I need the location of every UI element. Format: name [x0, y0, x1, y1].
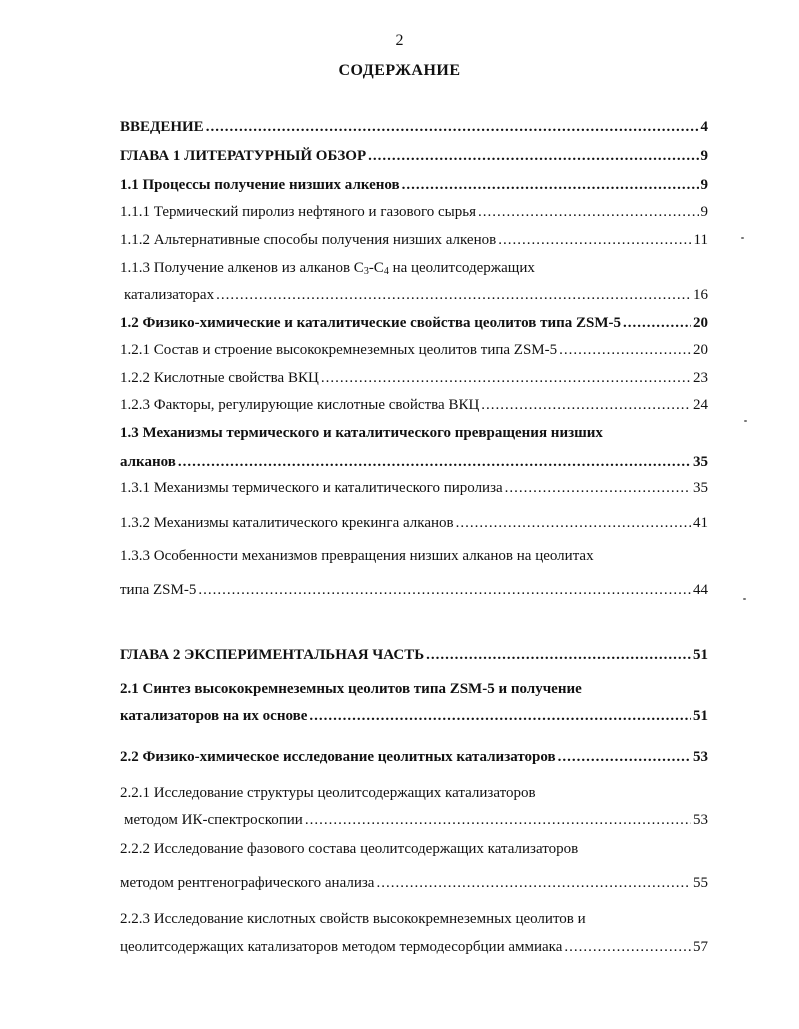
toc-entry-text: 1.1 Процессы получение низших алкенов [120, 177, 400, 193]
toc-entry-2-2-3-first-line[interactable]: 2.2.3 Исследование кислотных свойств высококремнеземных цеолитов и [120, 911, 586, 927]
leader-dots [321, 368, 691, 388]
toc-entry-1-2-2[interactable] [120, 368, 708, 388]
toc-entry-text: типа ZSM-5 [120, 582, 197, 598]
toc-entry-1-2-1[interactable] [120, 340, 708, 360]
toc-entry-page: 23 [693, 370, 708, 386]
toc-entry-1-3-first-line[interactable]: 1.3 Механизмы термического и каталитического превращения низших [120, 425, 603, 441]
toc-entry-1-1[interactable] [120, 175, 708, 195]
leader-dots [309, 706, 691, 726]
scan-speck [741, 237, 744, 239]
toc-entry-1-1-1[interactable] [120, 202, 708, 222]
toc-entry-page: 41 [693, 515, 708, 531]
leader-dots [505, 478, 691, 498]
toc-entry-text: -C [368, 260, 384, 276]
toc-entry-page: 53 [693, 812, 708, 828]
toc-entry-chapter-2[interactable] [120, 645, 708, 665]
leader-dots [564, 937, 691, 957]
toc-entry-text: ГЛАВА 2 ЭКСПЕРИМЕНТАЛЬНАЯ ЧАСТЬ [120, 647, 425, 663]
toc-entry-page: 35 [693, 454, 708, 470]
toc-entry-text: 2.2 Физико-химическое исследование цеолитных катализаторов [120, 749, 556, 765]
toc-entry-1-1-2[interactable] [120, 230, 708, 250]
toc-entry-page: 51 [693, 647, 708, 663]
toc-entry-1-1-3[interactable] [124, 285, 708, 305]
toc-entry-page: 53 [693, 749, 708, 765]
leader-dots [559, 340, 691, 360]
toc-entry-text: ВВЕДЕНИЕ [120, 119, 204, 135]
toc-entry-page: 4 [700, 119, 708, 135]
subscript: 4 [383, 266, 389, 277]
toc-entry-text: 1.3.1 Механизмы термического и каталитического пиролиза [120, 480, 503, 496]
toc-entry-text: ГЛАВА 1 ЛИТЕРАТУРНЫЙ ОБЗОР [120, 148, 367, 164]
toc-entry-1-3-2[interactable] [120, 513, 708, 533]
leader-dots [368, 146, 698, 166]
toc-entry-page: 16 [693, 287, 708, 303]
toc-entry-text: 1.1.3 Получение алкенов из алканов C [120, 260, 364, 276]
toc-entry-page: 11 [693, 232, 708, 248]
page-number: 2 [395, 32, 404, 49]
toc-entry-1-1-3-first-line[interactable] [120, 258, 535, 282]
toc-entry-chapter-1[interactable] [120, 146, 708, 166]
toc-entry-1-3-3-first-line[interactable]: 1.3.3 Особенности механизмов превращения низших алканов на цеолитах [120, 548, 594, 564]
toc-entry-2-2-2[interactable] [120, 873, 708, 893]
toc-entry-page: 9 [700, 204, 708, 220]
toc-entry-page: 9 [700, 177, 708, 193]
toc-entry-page: 35 [693, 480, 708, 496]
scan-speck [743, 598, 746, 600]
toc-entry-text: 1.2.3 Факторы, регулирующие кислотные свойства ВКЦ [120, 397, 480, 413]
toc-entry-1-3[interactable] [120, 452, 708, 472]
toc-entry-text: 1.2.2 Кислотные свойства ВКЦ [120, 370, 319, 386]
toc-entry-text: алканов [120, 454, 176, 470]
toc-entry-text: катализаторов на их основе [120, 708, 308, 724]
toc-entry-page: 44 [693, 582, 708, 598]
leader-dots [623, 313, 691, 333]
toc-entry-2-2-1-first-line[interactable]: 2.2.1 Исследование структуры цеолитсодержащих катализаторов [120, 785, 536, 801]
leader-dots [558, 747, 691, 767]
toc-entry-text: цеолитсодержащих катализаторов методом термодесорбции аммиака [120, 939, 563, 955]
toc-entry-page: 24 [693, 397, 708, 413]
toc-entry-2-2-2-first-line[interactable]: 2.2.2 Исследование фазового состава цеолитсодержащих катализаторов [120, 841, 579, 857]
leader-dots [426, 645, 691, 665]
leader-dots [198, 580, 691, 600]
leader-dots [402, 175, 699, 195]
toc-entry-page: 55 [693, 875, 708, 891]
toc-entry-1-2[interactable] [120, 313, 708, 333]
leader-dots [376, 873, 691, 893]
toc-entry-2-2[interactable] [120, 747, 708, 767]
toc-entry-2-1-first-line[interactable]: 2.1 Синтез высококремнеземных цеолитов типа ZSM-5 и получение [120, 681, 582, 697]
toc-entry-text: катализаторах [124, 287, 215, 303]
toc-entry-page: 20 [693, 315, 708, 331]
toc-entry-introduction[interactable] [120, 117, 708, 137]
toc-entry-page: 20 [693, 342, 708, 358]
toc-entry-text: методом ИК-спектроскопии [124, 812, 303, 828]
toc-entry-text: методом рентгенографического анализа [120, 875, 375, 891]
toc-entry-2-2-1[interactable] [124, 810, 708, 830]
toc-entry-page: 9 [700, 148, 708, 164]
toc-entry-2-2-3[interactable] [120, 937, 708, 957]
toc-entry-1-2-3[interactable] [120, 395, 708, 415]
leader-dots [478, 202, 699, 222]
toc-entry-2-1[interactable] [120, 706, 708, 726]
toc-entry-text: 1.2.1 Состав и строение высококремнеземных цеолитов типа ZSM-5 [120, 342, 558, 358]
toc-entry-1-3-1[interactable] [120, 478, 708, 498]
leader-dots [216, 285, 691, 305]
leader-dots [206, 117, 699, 137]
leader-dots [456, 513, 691, 533]
leader-dots [178, 452, 691, 472]
leader-dots [498, 230, 691, 250]
toc-entry-text: 1.1.1 Термический пиролиз нефтяного и газового сырья [120, 204, 476, 220]
toc-entry-text: 1.1.2 Альтернативные способы получения низших алкенов [120, 232, 497, 248]
toc-entry-page: 57 [693, 939, 708, 955]
toc-entry-text: на цеолитсодержащих [388, 260, 535, 276]
subscript: 3 [363, 266, 369, 277]
leader-dots [481, 395, 691, 415]
page-title: СОДЕРЖАНИЕ [338, 62, 461, 79]
leader-dots [305, 810, 691, 830]
scan-speck [744, 420, 747, 422]
toc-entry-1-3-3[interactable] [120, 580, 708, 600]
toc-entry-page: 51 [693, 708, 708, 724]
toc-entry-text: 1.2 Физико-химические и каталитические свойства цеолитов типа ZSM-5 [120, 315, 621, 331]
toc-entry-text: 1.3.2 Механизмы каталитического крекинга алканов [120, 515, 454, 531]
